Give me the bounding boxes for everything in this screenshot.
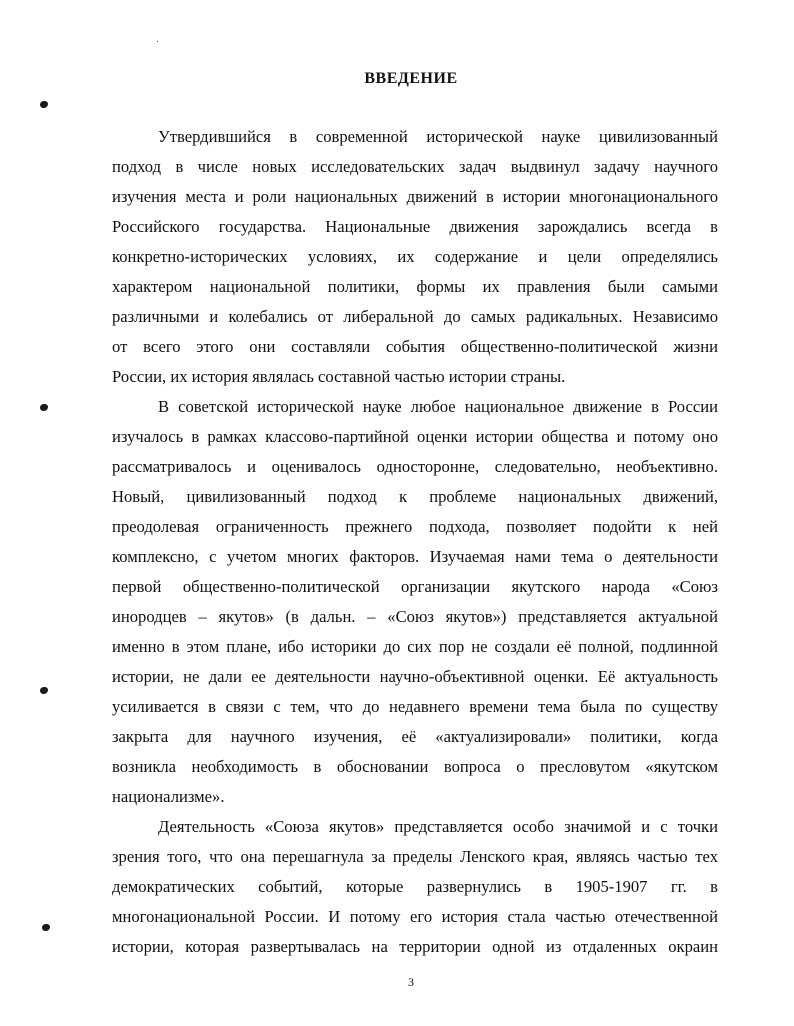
text-line: от всего этого они составляли события общественно-политической жизни	[112, 337, 718, 356]
binding-hole-mark	[40, 101, 48, 108]
binding-hole-mark	[42, 924, 50, 931]
text-line: Утвердившийся в современной исторической науке цивилизованный	[158, 127, 718, 146]
text-line: рассматривалось и оценивалось односторонне, следовательно, необъективно.	[112, 457, 718, 476]
text-line: инородцев – якутов» (в дальн. – «Союз якутов») представляется актуальной	[112, 607, 718, 626]
text-line: возникла необходимость в обосновании вопроса о пресловутом «якутском	[112, 757, 718, 776]
page-number: 3	[408, 975, 414, 989]
text-line: России, их история являлась составной частью истории страны.	[112, 367, 566, 386]
text-line: именно в этом плане, ибо историки до сих пор не создали её полной, подлинной	[112, 637, 718, 656]
page-title: ВВЕДЕНИЕ	[364, 70, 458, 87]
binding-hole-mark	[40, 404, 48, 411]
text-line: изучалось в рамках классово-партийной оценки истории общества и потому оно	[112, 427, 718, 446]
text-line: преодолевая ограниченность прежнего подхода, позволяет подойти к ней	[112, 517, 718, 536]
text-line: истории, не дали ее деятельности научно-объективной оценки. Её актуальность	[112, 667, 718, 686]
text-line: изучения места и роли национальных движений в истории многонационального	[112, 187, 718, 206]
binding-hole-mark	[40, 687, 48, 694]
text-line: зрения того, что она перешагнула за пределы Ленского края, являясь частью тех	[112, 847, 718, 866]
text-line: подход в числе новых исследовательских задач выдвинул задачу научного	[112, 157, 718, 176]
text-line: конкретно-исторических условиях, их содержание и цели определялись	[112, 247, 718, 266]
text-line: многонациональной России. И потому его история стала частью отечественной	[112, 907, 718, 926]
text-line: национализме».	[112, 787, 225, 806]
scan-speck	[157, 41, 158, 42]
text-line: характером национальной политики, формы их правления были самыми	[112, 277, 718, 296]
text-line: истории, которая развертывалась на территории одной из отдаленных окраин	[112, 937, 718, 956]
text-line: Деятельность «Союза якутов» представляется особо значимой и с точки	[158, 817, 718, 836]
text-line: комплексно, с учетом многих факторов. Изучаемая нами тема о деятельности	[112, 547, 718, 566]
text-line: различными и колебались от либеральной до самых радикальных. Независимо	[112, 307, 718, 326]
text-line: усиливается в связи с тем, что до недавнего времени тема была по существу	[112, 697, 718, 716]
text-line: демократических событий, которые развернулись в 1905-1907 гг. в	[112, 877, 718, 896]
text-line: первой общественно-политической организации якутского народа «Союз	[112, 577, 718, 596]
text-line: В советской исторической науке любое национальное движение в России	[158, 397, 718, 416]
text-line: закрыта для научного изучения, её «актуализировали» политики, когда	[112, 727, 718, 746]
text-line: Новый, цивилизованный подход к проблеме национальных движений,	[112, 487, 718, 506]
text-line: Российского государства. Национальные движения зарождались всегда в	[112, 217, 718, 236]
